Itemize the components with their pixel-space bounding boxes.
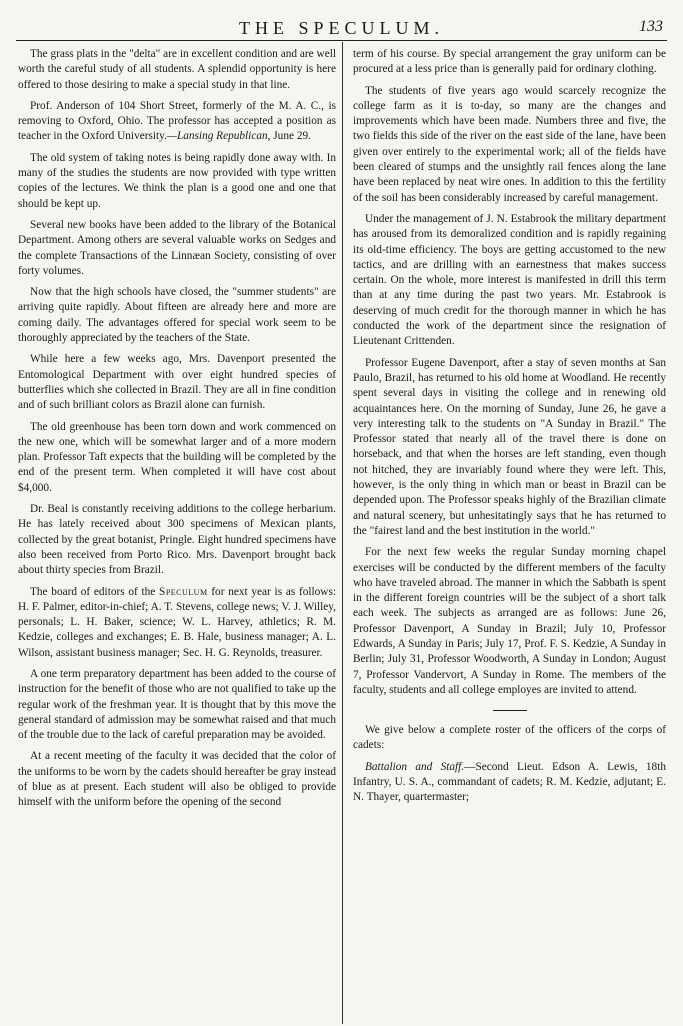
paragraph (18, 502, 336, 578)
paragraph (353, 723, 666, 754)
right-column (353, 47, 666, 1022)
paragraph (18, 667, 336, 743)
paragraph (18, 218, 336, 279)
page-number: 133 (639, 18, 663, 35)
citation-date: , June 29. (267, 130, 311, 143)
paragraph-text: The students of five years ago would scarcely recognize the college farm as it is to-day, so many are the changes and improvements which have been made. Numbers three and five, the two fields this side of the river on the east side of the lane, have been given over entirely to the experimental work; all of the fields have been cleared of stumps and the unsightly rail fences along the lane have been replaced by neat wire ones. In addition to this the fertility of the soil has been considerably increased by careful management. (353, 84, 666, 204)
paragraph-text: Now that the high schools have closed, the "summer students" are arriving quite rapidly. About fifteen are already here and more are coming daily. The advantages offered for special work seem to be thoroughly appreciated by the teachers of the State. (18, 286, 336, 345)
paragraph-text: The old greenhouse has been torn down and work commenced on the new one, which will be somewhat larger and of a more modern plan. Professor Taft expects that the building will be completed by the end of the present term. When completed it will have cost about $4,000. (18, 420, 336, 494)
paragraph-text: For the next few weeks the regular Sunday morning chapel exercises will be conducted by the different members of the faculty who have traveled abroad. The manner in which the Sabbath is spent in the different foreign countries will be the subject of a short talk each week. The subjects as arranged are as follows: June 26, Professor Davenport, A Sunday in Brazil; July 10, Professor Edwards, A Sunday in Paris; July 17, Prof. F. S. Kedzie, A Sunday in Berlin; July 31, Professor Woodworth, A Sunday in London; August 7, Professor Vandervort, A Sunday in Rome. The members of the faculty, students and all college employes are invited to attend. (353, 546, 666, 696)
paragraph (18, 420, 336, 496)
paragraph (18, 352, 336, 413)
journal-name: Speculum (159, 585, 208, 598)
journal-title: THE SPECULUM. (238, 18, 444, 38)
page-header (0, 8, 683, 42)
paragraph (353, 545, 666, 698)
paragraph (353, 212, 666, 350)
paragraph-text: for next year is as follows: H. F. Palmer, editor-in-chief; A. T. Stevens, college news; V. J. Willey, personals; L. H. Baker, science; W. L. Harvey, athletics; R. M. Kedzie, colleges and exchanges; E. B. Hale, business manager; A. L. Wilson, assistant business manager; Sec. H. G. Reynolds, treasurer. (18, 585, 336, 659)
paragraph (353, 47, 666, 78)
left-column (18, 47, 336, 1022)
paragraph-text: Under the management of J. N. Estabrook the military department has aroused from its demoralized condition and is rapidly regaining its old-time efficiency. The boys are getting accustomed to the new tactics, and are drilling with an earnestness that makes success certain. On the whole, more interest is manifested in drill this term than at any time during the past two years. Mr. Estabrook is deserving of much credit for the thorough manner in which he has conducted the work of the department since the resignation of Lieutenant Crittenden. (353, 212, 666, 348)
paragraph (18, 585, 336, 661)
paragraph-text: Dr. Beal is constantly receiving additions to the college herbarium. He has lately received about 300 specimens of Mexican plants, collected by the great botanist, Pringle. Eight hundred specimens have also been received from Porto Rico. Mrs. Davenport brought back about thirty species from Brazil. (18, 503, 336, 577)
paragraph (18, 151, 336, 212)
header-rule (16, 40, 667, 41)
paragraph (18, 99, 336, 145)
section-rule (493, 710, 527, 711)
paragraph-text: The board of editors of the (30, 585, 160, 598)
paragraph-text: The old system of taking notes is being rapidly done away with. In many of the studies the students are now provided with type written copies of the lectures. We think the plan is a good one and one that should be kept up. (18, 151, 336, 210)
paragraph (18, 285, 336, 346)
paragraph-text: We give below a complete roster of the officers of the corps of cadets: (353, 724, 666, 752)
paragraph-text: Several new books have been added to the library of the Botanical Department. Among others are several valuable works on Sedges and the complete Transactions of the Linnæan Society, consisting of over forty volumes. (18, 218, 336, 277)
paragraph-text: At a recent meeting of the faculty it was decided that the color of the uniforms to be worn by the cadets should hereafter be gray instead of blue as at present. Each student will also be obliged to provide himself with the uniform before the opening of the second (18, 750, 336, 809)
citation-source: —Lansing Republican (166, 130, 268, 143)
paragraph-text: The grass plats in the "delta" are in excellent condition and are well worth the careful study of all students. A splendid opportunity is here offered to those desiring to make a special study in that line. (18, 48, 336, 91)
paragraph (353, 356, 666, 540)
paragraph-text: A one term preparatory department has been added to the course of instruction for the benefit of those who are not qualified to take up the regular work of the freshman year. It is thought that by this move the general standard of admission may be somewhat raised and that much of the trouble due to the lack of careful preparation may be avoided. (18, 667, 336, 742)
paragraph-text: Professor Eugene Davenport, after a stay of seven months at San Paulo, Brazil, has returned to his old home at Woodland. He recently spent several days in visiting the college and in renewing old acquaintances here. On the morning of Sunday, June 26, he gave a very interesting talk to the students on "A Sunday in Brazil." The Professor stated that nearly all of the travel there is done on horseback, and that when the horses are left standing, even though not hitched, they are invariably found where they were left. This, however, is the only thing in which man or beast in Brazil can be depended upon. The Professor speaks highly of the Brazilian climate and natural scenery, but unhesitatingly says that he has returned to the "fairest land and the best institution in the world." (353, 356, 666, 537)
paragraph (18, 749, 336, 810)
paragraph-text: Prof. Anderson of 104 Short Street, formerly of the M. A. C., is removing to Oxford, Ohio. The professor has accepted a position as teacher in the Oxford University. (18, 99, 336, 143)
paragraph-text: While here a few weeks ago, Mrs. Davenport presented the Entomological Department with over eight hundred species of butterflies which she collected in Brazil. They are all in fine condition and of such brilliant colors as Brazil alone can furnish. (18, 353, 336, 412)
paragraph (18, 47, 336, 93)
paragraph (353, 760, 666, 806)
section-heading: Battalion and Staff. (365, 760, 465, 773)
paragraph (353, 84, 666, 206)
paragraph-text: —Second Lieut. Edson A. Lewis, 18th Infantry, U. S. A., commandant of cadets; R. M. Kedzie, adjutant; E. N. Thayer, quartermaster; (353, 760, 666, 804)
column-divider (342, 42, 343, 1024)
paragraph-text: term of his course. By special arrangement the gray uniform can be procured at a less price than is generally paid for ordinary clothing. (353, 48, 666, 76)
